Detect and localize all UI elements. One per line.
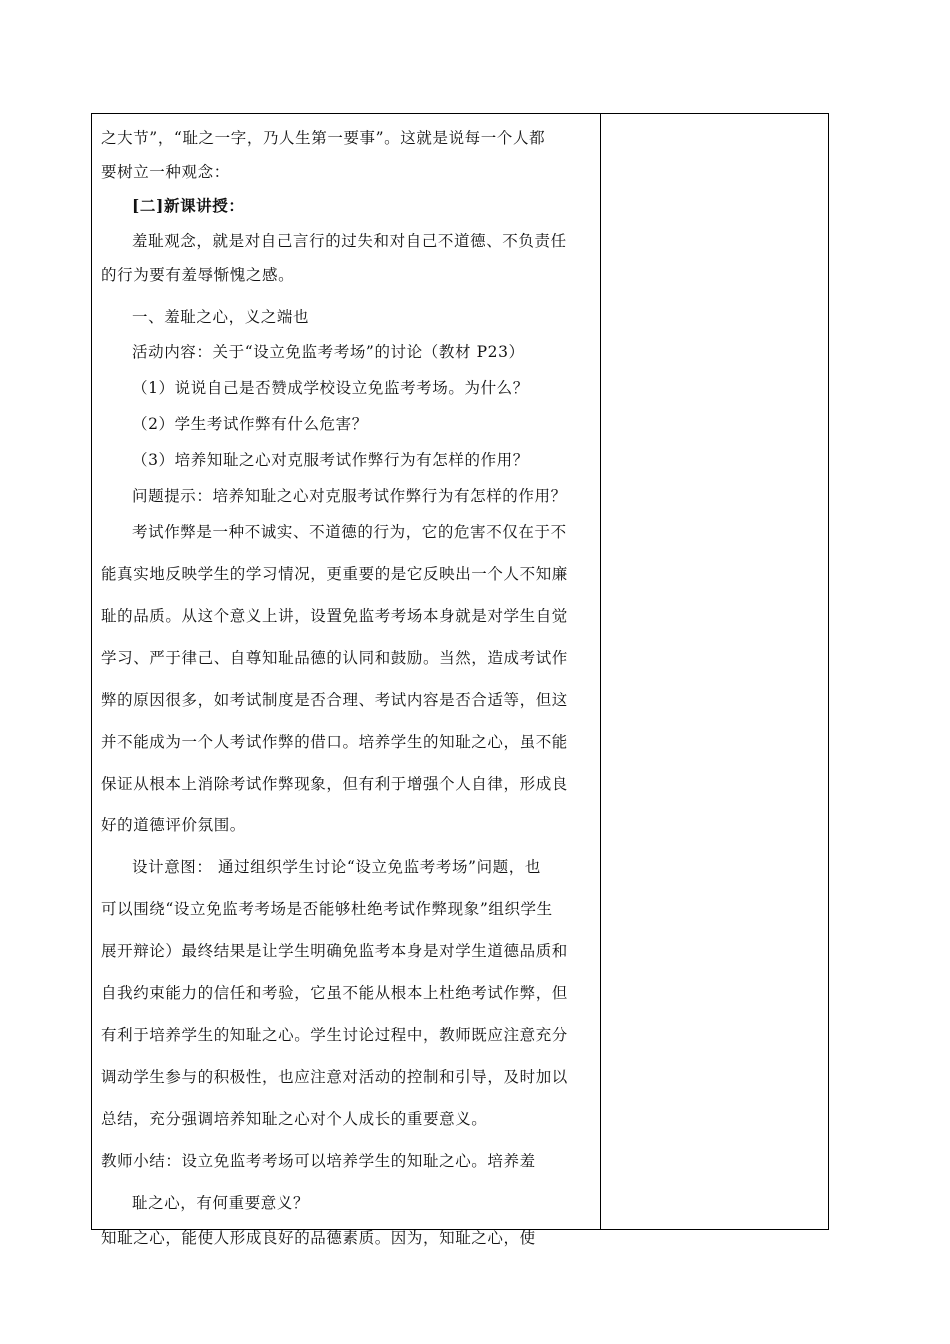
question-item: （1）说说自己是否赞成学校设立免监考考场。为什么？ <box>132 379 529 397</box>
text-line: 调动学生参与的积极性，也应注意对活动的控制和引导，及时加以 <box>101 1068 568 1086</box>
text-line: 耻之心，有何重要意义？ <box>132 1194 310 1212</box>
text-line: 有利于培养学生的知耻之心。学生讨论过程中，教师既应注意充分 <box>101 1026 568 1044</box>
text-line: 羞耻观念，就是对自己言行的过失和对自己不道德、不负责任 <box>132 232 567 250</box>
text-line: 考试作弊是一种不诚实、不道德的行为，它的危害不仅在于不 <box>132 523 567 541</box>
text-line: 之大节”，“耻之一字，乃人生第一要事”。这就是说每一个人都 <box>101 129 546 147</box>
text-line: 好的道德评价氛围。 <box>101 816 246 834</box>
text-line: 要树立一种观念： <box>101 163 230 181</box>
text-line: 设计意图： 通过组织学生讨论“设立免监考考场”问题，也 <box>132 858 541 876</box>
lesson-content-cell <box>92 114 600 1247</box>
subsection-heading: 一、羞耻之心，义之端也 <box>132 308 310 326</box>
text-line: 可以围绕“设立免监考考场是否能够杜绝考试作弊现象”组织学生 <box>101 900 553 918</box>
section-heading: [二]新课讲授： <box>132 196 245 215</box>
lesson-table <box>91 113 829 1247</box>
text-line: 并不能成为一个人考试作弊的借口。培养学生的知耻之心，虽不能 <box>101 733 568 751</box>
text-line: 耻的品质。从这个意义上讲，设置免监考考场本身就是对学生自觉 <box>101 607 568 625</box>
text-line: 总结，充分强调培养知耻之心对个人成长的重要意义。 <box>101 1110 488 1128</box>
column-divider <box>600 114 601 1229</box>
text-line: 能真实地反映学生的学习情况，更重要的是它反映出一个人不知廉 <box>101 565 568 583</box>
notes-cell <box>602 114 828 1229</box>
text-line: 保证从根本上消除考试作弊现象，但有利于增强个人自律，形成良 <box>101 775 568 793</box>
text-line: 问题提示：培养知耻之心对克服考试作弊行为有怎样的作用？ <box>132 487 567 505</box>
text-line: 自我约束能力的信任和考验，它虽不能从根本上杜绝考试作弊，但 <box>101 984 568 1002</box>
text-line: 弊的原因很多，如考试制度是否合理、考试内容是否合适等，但这 <box>101 691 568 709</box>
text-line: 的行为要有羞辱惭愧之感。 <box>101 266 295 284</box>
question-item: （2）学生考试作弊有什么危害？ <box>132 415 368 433</box>
text-line: 知耻之心，能使人形成良好的品德素质。因为，知耻之心，使 <box>101 1229 536 1247</box>
text-line: 教师小结：设立免监考考场可以培养学生的知耻之心。培养羞 <box>101 1152 536 1170</box>
question-item: （3）培养知耻之心对克服考试作弊行为有怎样的作用？ <box>132 451 529 469</box>
text-line: 学习、严于律己、自尊知耻品德的认同和鼓励。当然，造成考试作 <box>101 649 568 667</box>
text-line: 活动内容：关于“设立免监考考场”的讨论（教材 P23） <box>132 343 525 361</box>
text-line: 展开辩论）最终结果是让学生明确免监考本身是对学生道德品质和 <box>101 942 568 960</box>
